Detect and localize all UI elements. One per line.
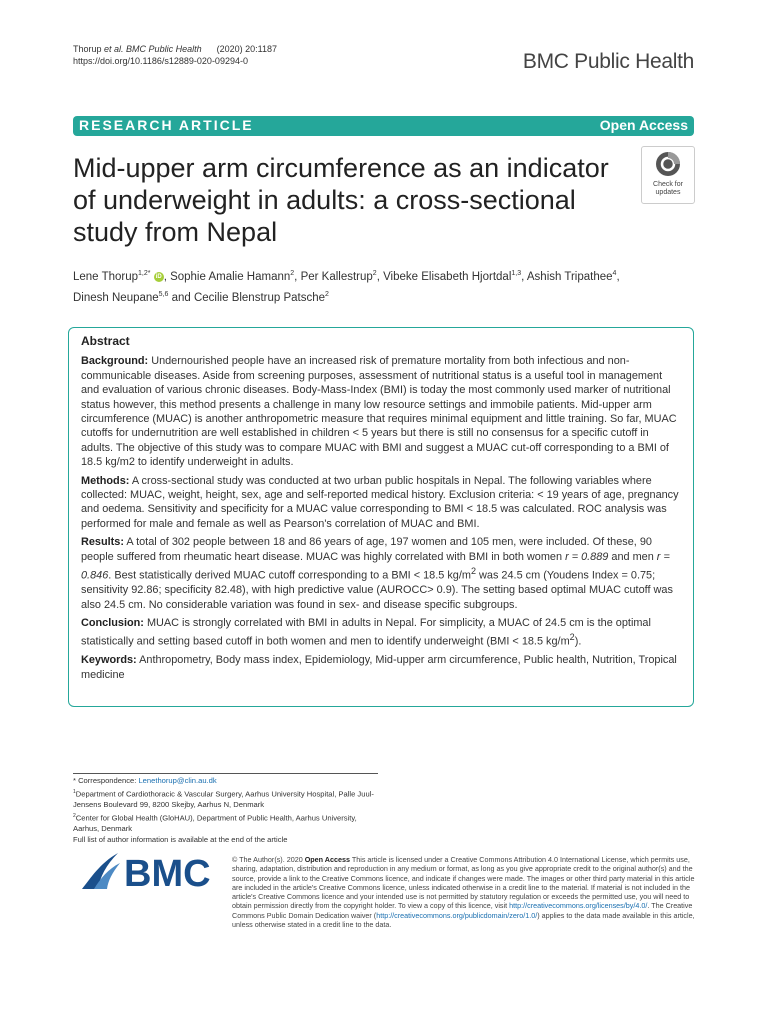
correspondence-email-link[interactable]: Lenethorup@clin.au.dk <box>138 776 217 785</box>
citation-year-volume: (2020) 20:1187 <box>216 44 277 54</box>
check-updates-line1: Check for <box>653 181 683 188</box>
keywords-label: Keywords: <box>81 654 137 667</box>
correspondence <box>73 776 378 787</box>
results-label: Results: <box>81 536 124 549</box>
author-affiliation: 1,3 <box>511 270 522 277</box>
check-updates-line2: updates <box>655 189 681 196</box>
orcid-icon[interactable]: iD <box>155 273 162 280</box>
background-text: Undernourished people have an increased risk of premature mortality from both infectious and non-communicable diseases. Aside from screening purposes, assessment of nutritional status is a useful tool in management and evaluation of various chronic diseases. Body-Mass-Index (BMI) is today the most commonly used marker of nutritional status however, this method presents a challenge in many low resource settings and immobile patients. Mid-upper arm circumference (MUAC) is another anthropometric measure that requires minimal equipment and little training. So far, MUAC cutoffs for undernutrition are well established in children < 5 years but there is still no consensus for a specific cutoff in adults. The objective of this study was to compare MUAC with BMI and suggest a MUAC cut-off corresponding to a BMI of 18.5 kg/m2 to identify underweight in adults. <box>81 355 677 469</box>
author-affiliation: 4 <box>612 270 617 277</box>
results-text: and men <box>608 550 657 563</box>
results-text: . Best statistically derived MUAC cutoff corresponding to a BMI < 18.5 kg/m <box>108 569 471 582</box>
article-type: RESEARCH ARTICLE <box>79 117 254 133</box>
abstract-conclusion <box>81 616 683 649</box>
journal-title: BMC Public Health <box>522 50 694 73</box>
conclusion-text: MUAC is strongly correlated with BMI in adults in Nepal. For simplicity, a MUAC of 24.5 cm is the optimal statistically and setting based cutoff in both women and men to identify underweight (BMI < 18.5 kg/m <box>81 616 651 648</box>
full-author-info-note: Full list of author information is available at the end of the article <box>73 834 288 844</box>
author-affiliation: 2 <box>325 290 329 298</box>
author-separator: and <box>168 291 194 304</box>
affiliation-1 <box>73 787 378 811</box>
license-notice <box>232 855 695 929</box>
author-affiliation: 2 <box>372 270 377 277</box>
conclusion-label: Conclusion: <box>81 616 144 629</box>
conclusion-text: ). <box>574 635 582 648</box>
results-text: A total of 302 people between 18 and 86 years of age, 197 women and 105 men, were included. Of these, 90 people suffered from rheumatic heart disease. MUAC was highly correlated with BMI in both women <box>81 536 652 563</box>
affiliation-text: Center for Global Health (GloHAU), Department of Public Health, Aarhus University, Aarhus, Denmark <box>73 813 357 833</box>
bmc-logo <box>80 849 220 891</box>
author-name[interactable]: Lene Thorup <box>73 270 139 283</box>
background-label: Background: <box>81 355 149 368</box>
author-separator: , <box>163 270 171 283</box>
cc-zero-link[interactable]: http://creativecommons.org/publicdomain/zero/1.0/ <box>376 910 538 920</box>
results-r-men: r = 0.846 <box>81 550 670 582</box>
copyright-text: © The Author(s). 2020 <box>232 855 303 864</box>
author-affiliation: 1,2* <box>138 270 151 277</box>
abstract-methods <box>81 474 683 532</box>
author-separator: , <box>376 270 384 283</box>
author-list: Lene Thorup$^{1,2*}$ iD , Sophie Amalie Hamann$^2$, Per Kallestrup$^2$, Vibeke Elisabeth Hjortdal$^{1,3}$, Ashish Tripathee$^4$, Dinesh Neupane$^{5,6}$ and Cecilie Blenstrup Patsche$^2$ <box>73 270 620 304</box>
check-updates-icon <box>655 151 681 179</box>
license-text: ) applies to the data made available in this article, unless otherwise stated in a credit line to the data. <box>232 910 695 930</box>
abstract-box <box>68 327 694 707</box>
affiliation-text: Department of Cardiothoracic & Vascular Surgery, Aarhus University Hospital, Palle Juul-Jensens Boulevard 99, 8200 Skejby, Aarhus N, Denmark <box>73 789 374 809</box>
keywords-text: Anthropometry, Body mass index, Epidemiology, Mid-upper arm circumference, Public health, Nutrition, Tropical medicine <box>81 654 677 681</box>
citation-header <box>73 43 277 67</box>
abstract-background <box>81 354 683 469</box>
abstract-heading: Abstract <box>81 334 130 348</box>
correspondence-label: * Correspondence: <box>73 776 137 785</box>
abstract-results <box>81 535 683 612</box>
license-text: . The Creative Commons Public Domain Dedication waiver ( <box>232 901 693 920</box>
author-name[interactable]: Vibeke Elisabeth Hjortdal <box>383 270 512 283</box>
author-name[interactable]: Cecilie Blenstrup Patsche <box>193 291 326 304</box>
affiliation-2 <box>73 811 378 835</box>
author-name[interactable]: Per Kallestrup <box>300 270 373 283</box>
check-for-updates-button[interactable] <box>641 146 695 204</box>
footnotes <box>73 773 378 845</box>
affiliation-number: 2 <box>73 812 76 819</box>
article-title: Mid-upper arm circumference as an indicator of underweight in adults: a cross-sectional study from Nepal <box>73 153 609 247</box>
abstract-keywords <box>81 653 683 682</box>
cc-by-link[interactable]: http://creativecommons.org/licenses/by/4.0/ <box>509 901 648 911</box>
results-text: was 24.5 cm (Youdens Index = 0.75; sensitivity 92.86; specificity 82.48), with high predictive value (AUROCC> 0.9). The setting based optimal MUAC cutoff was also 24.5 cm. No considerable variation was found in sex- and disease specific subgroups. <box>81 569 673 611</box>
abstract-content <box>81 334 683 686</box>
citation-line <box>73 43 277 55</box>
methods-label: Methods: <box>81 474 130 487</box>
citation-journal: et al. BMC Public Health <box>104 44 202 54</box>
author-name[interactable]: Ashish Tripathee <box>526 270 613 283</box>
squared-sup: 2 <box>569 632 575 643</box>
citation-authors: Thorup <box>73 44 102 54</box>
author-separator: , <box>294 270 301 283</box>
bmc-logo-text: BMC <box>124 853 211 891</box>
methods-text: A cross-sectional study was conducted at two urban public hospitals in Nepal. The following variables where collected: MUAC, weight, height, sex, age and self-reported medical history. Exclusion criteria: < 19 years of age, pregnancy and oedema. Sensitivity and specificity for a MUAC value corresponding to BMI < 18.5 was calculated. ROC analysis was performed for male and female as well as Pearson's correlation of MUAC and BMI. <box>81 474 679 530</box>
article-banner <box>73 116 694 136</box>
results-r-women: r = 0.889 <box>565 550 609 563</box>
doi-link[interactable]: https://doi.org/10.1186/s12889-020-09294-0 <box>73 56 248 66</box>
author-name[interactable]: Dinesh Neupane <box>73 291 159 304</box>
author-affiliation: 2 <box>290 270 295 277</box>
author-name[interactable]: Sophie Amalie Hamann <box>170 270 291 283</box>
open-access-label: Open Access <box>304 855 350 864</box>
author-separator: , <box>521 270 527 283</box>
author-affiliation: 5,6 <box>158 290 169 298</box>
affiliation-number: 1 <box>73 788 76 795</box>
squared-sup: 2 <box>470 566 477 577</box>
license-text: This article is licensed under a Creative Commons Attribution 4.0 International License, which permits use, sharing, adaptation, distribution and reproduction in any medium or format, as long as you give appropriate credit to the original author(s) and the source, provide a link to the Creative Commons licence, and indicate if changes were made. The images or other third party material in this article are included in the article's Creative Commons licence, unless indicated otherwise in a credit line to the material. If material is not included in the article's Creative Commons licence and your intended use is not permitted by statutory regulation or exceeds the permitted use, you will need to obtain permission directly from the copyright holder. To view a copy of this licence, visit <box>232 855 695 911</box>
open-access-badge: Open Access <box>599 117 688 133</box>
